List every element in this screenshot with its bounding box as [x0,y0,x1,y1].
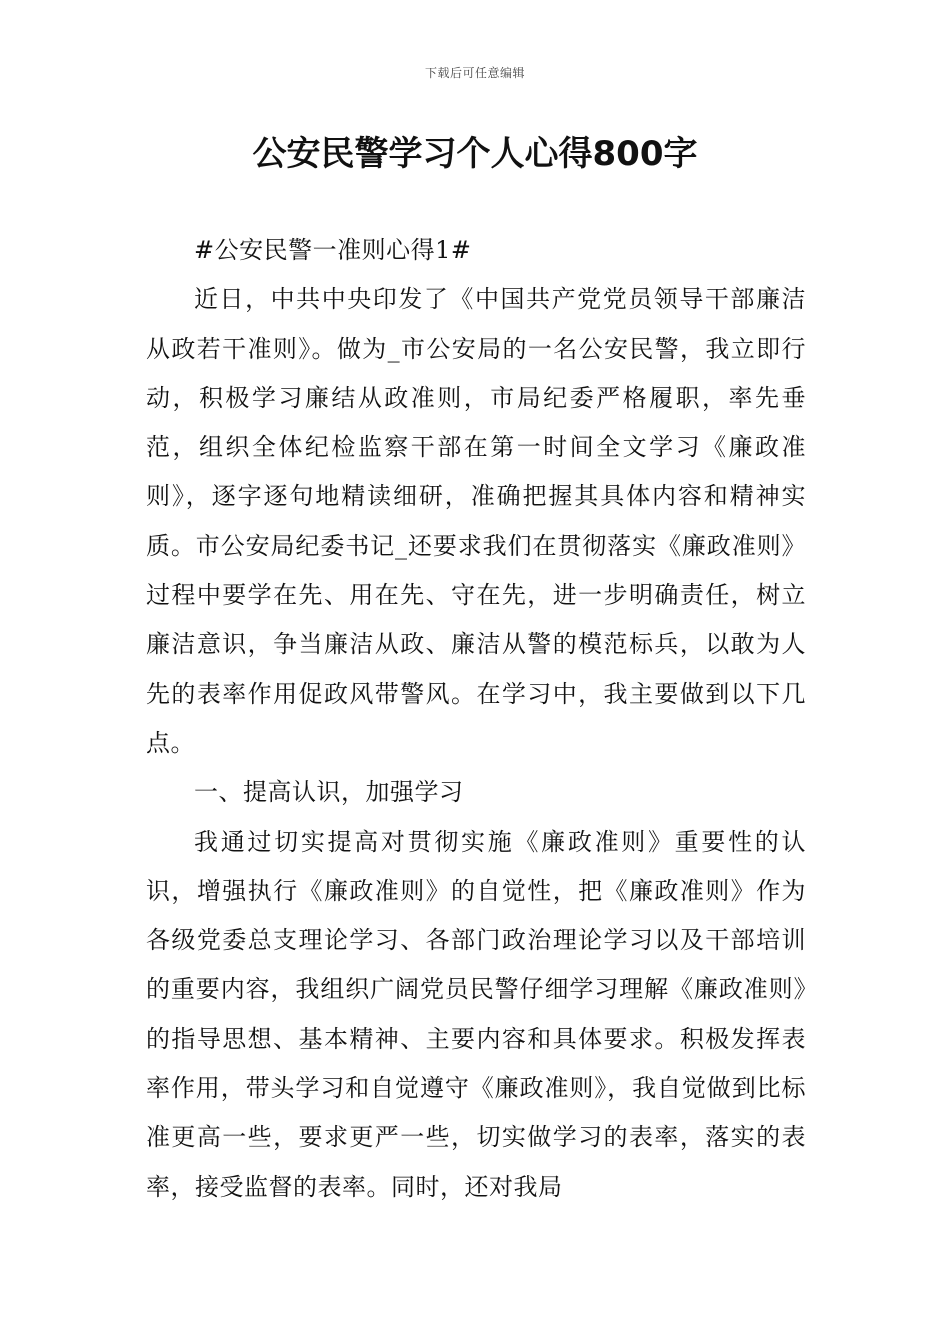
header-note: 下载后可任意编辑 [424,66,525,80]
document-body [146,226,806,1212]
document-title: 公安民警学习个人心得800字 [252,134,698,174]
paragraph-intro: 近日，中共中央印发了《中国共产党党员领导干部廉洁从政若干准则》。做为_市公安局的一名公安民警，我立即行动，积极学习廉结从政准则，市局纪委严格履职，率先垂范，组织全体纪检监察干部在第一时间全文学习《廉政准则》，逐字逐句地精读细研，准确把握其具体内容和精神实质。市公安局纪委书记_还要求我们在贯彻落实《廉政准则》过程中要学在先、用在先、守在先，进一步明确责任，树立廉洁意识，争当廉洁从政、廉洁从警的模范标兵，以敢为人先的表率作用促政风带警风。在学习中，我主要做到以下几点。 [146,285,806,757]
paragraph-subheading: 一、提高认识，加强学习 [194,778,464,807]
paragraph-section-heading: #公安民警一准则心得1# [194,236,472,264]
paragraph-body: 我通过切实提高对贯彻实施《廉政准则》重要性的认识，增强执行《廉政准则》的自觉性，把《廉政准则》作为各级党委总支理论学习、各部门政治理论学习以及干部培训的重要内容，我组织广阔党员民警仔细学习理解《廉政准则》的指导思想、基本精神、主要内容和具体要求。积极发挥表率作用，带头学习和自觉遵守《廉政准则》，我自觉做到比标准更高一些，要求更严一些，切实做学习的表率，落实的表率，接受监督的表率。同时，还对我局 [146,827,806,1201]
